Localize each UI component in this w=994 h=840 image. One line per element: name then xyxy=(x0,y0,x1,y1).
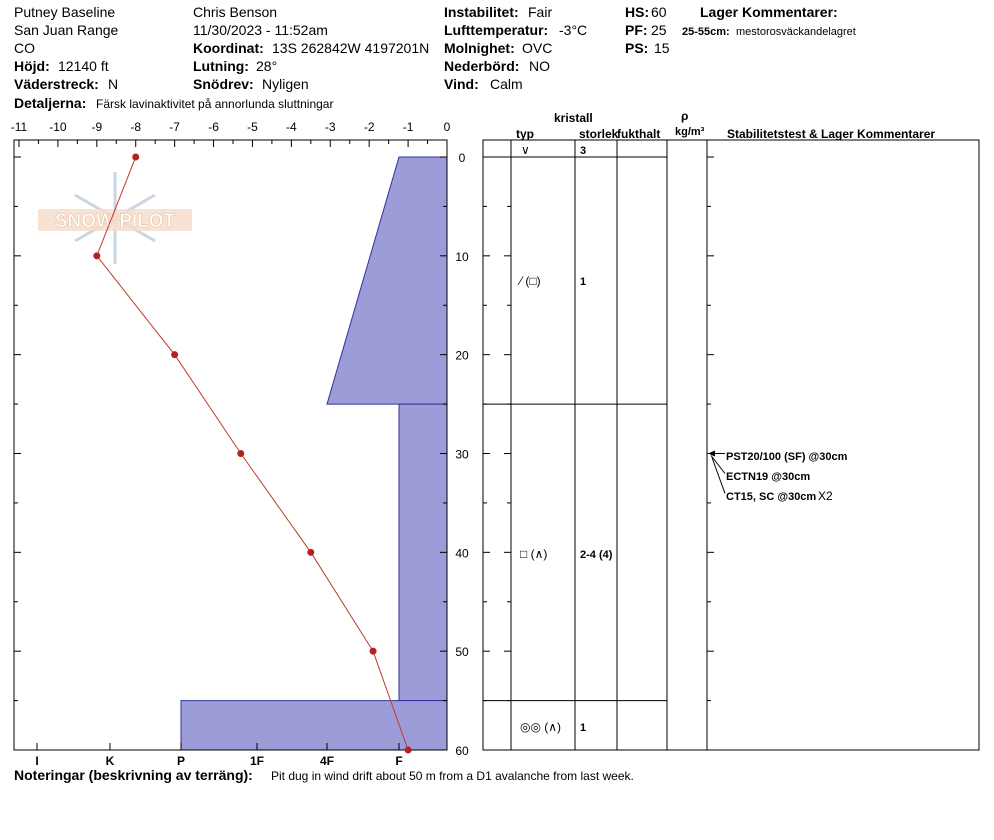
type-header: typ xyxy=(516,127,534,141)
notes-text: Pit dug in wind drift about 50 m from a D1 avalanche from last week. xyxy=(271,769,634,783)
hardness-tick-label: I xyxy=(35,754,39,768)
state-name: CO xyxy=(14,40,35,56)
hardness-tick-label: 1F xyxy=(249,754,265,768)
svg-text:SNOW PILOT: SNOW PILOT xyxy=(54,211,176,232)
ps-value: 15 xyxy=(654,40,670,56)
cloud-value: OVC xyxy=(522,40,553,56)
temp-tick-label: -9 xyxy=(91,120,103,134)
observer-name: Chris Benson xyxy=(193,4,278,20)
elevation-value: 12140 ft xyxy=(58,58,109,74)
temp-tick-label: 0 xyxy=(443,120,451,134)
crystal-header: kristall xyxy=(554,111,593,125)
hardness-tick-label: F xyxy=(395,754,403,768)
layer-comment-range: 25-55cm: xyxy=(682,26,730,38)
layer-grain-size: 2-4 (4) xyxy=(580,549,613,561)
temp-point xyxy=(370,648,377,655)
elevation-label: Höjd: xyxy=(14,58,50,74)
depth-tick-label: 20 xyxy=(455,348,469,363)
stability-test-3: CT15, SC @30cm xyxy=(726,491,817,503)
hardness-tick-label: 4F xyxy=(319,754,335,768)
temp-tick-label: -4 xyxy=(286,120,297,134)
hardness-bar-1 xyxy=(327,157,447,404)
layer-grain-type: □ (∧) xyxy=(520,547,548,561)
layer-grain-size: 1 xyxy=(580,722,587,734)
layer-grain-type: ⁄ (□) xyxy=(520,274,541,288)
stability-arrow xyxy=(711,456,725,474)
hardness-profile xyxy=(181,157,447,750)
temp-point xyxy=(307,549,314,556)
airtemp-value: -3°C xyxy=(559,22,588,38)
temp-tick-label: -3 xyxy=(324,120,336,134)
ps-label: PS: xyxy=(625,40,649,56)
depth-tick-label: 30 xyxy=(455,447,469,462)
airtemp-label: Lufttemperatur: xyxy=(444,22,549,38)
temp-tick-label: -6 xyxy=(208,120,219,134)
layer-grain-size: 1 xyxy=(580,276,587,288)
stability-test-2: ECTN19 @30cm xyxy=(726,471,811,483)
precip-label: Nederbörd: xyxy=(444,58,520,74)
stability-label: Instabilitet: xyxy=(444,4,519,20)
layer-comments-label: Lager Kommentarer: xyxy=(700,4,838,20)
aspect-label: Väderstreck: xyxy=(14,76,99,92)
cloud-label: Molnighet: xyxy=(444,40,515,56)
temp-point xyxy=(171,351,178,358)
temperature-profile xyxy=(93,154,411,754)
hs-value: 60 xyxy=(651,4,667,20)
coord-value: 13S 262842W 4197201N xyxy=(272,40,430,56)
stability-test-1: PST20/100 (SF) @30cm xyxy=(726,451,848,463)
details-label: Detaljerna: xyxy=(14,95,87,111)
layer-grain-type: ◎◎ (∧) xyxy=(520,720,562,734)
coord-label: Koordinat: xyxy=(193,40,264,56)
stability-arrow xyxy=(712,458,725,494)
hardness-bar-3 xyxy=(181,701,447,750)
hardness-tick-label: K xyxy=(105,754,115,768)
layer-comment-text: mestorosväckandelagret xyxy=(736,26,856,38)
temp-point xyxy=(237,450,244,457)
range-name: San Juan Range xyxy=(14,22,119,38)
details-value: Färsk lavinaktivitet på annorlunda sluttningar xyxy=(96,97,334,111)
depth-tick-label: 10 xyxy=(455,249,469,264)
snowdrift-label: Snödrev: xyxy=(193,76,254,92)
temp-point xyxy=(93,252,100,259)
hardness-bar-2 xyxy=(399,404,447,700)
density-unit-header: kg/m³ xyxy=(675,126,705,138)
notes-label: Noteringar (beskrivning av terräng): xyxy=(14,767,253,783)
stability-multiplier: X2 xyxy=(818,489,833,503)
temp-tick-label: -5 xyxy=(247,120,258,134)
temp-point xyxy=(132,154,139,161)
precip-value: NO xyxy=(529,58,550,74)
depth-tick-label: 0 xyxy=(458,151,466,165)
layers-table xyxy=(483,140,979,750)
aspect-value: N xyxy=(108,76,119,92)
depth-tick-label: 40 xyxy=(455,546,469,561)
pf-value: 25 xyxy=(651,22,667,38)
size-header: storlek xyxy=(579,127,619,141)
temp-tick-label: -10 xyxy=(49,120,67,134)
layer-grain-type: ∨ xyxy=(521,143,530,157)
stability-tests-header: Stabilitetstest & Lager Kommentarer xyxy=(727,127,936,141)
layer-grain-size: 3 xyxy=(580,145,587,157)
depth-tick-label: 60 xyxy=(455,744,469,758)
temp-tick-label: -7 xyxy=(169,120,180,134)
slope-label: Lutning: xyxy=(193,58,249,74)
temp-tick-label: -2 xyxy=(363,120,375,134)
depth-tick-label: 50 xyxy=(455,645,469,660)
temp-tick-label: -1 xyxy=(402,120,414,134)
temp-point xyxy=(405,747,412,754)
hardness-tick-label: P xyxy=(176,754,186,768)
temp-tick-label: -8 xyxy=(130,120,142,134)
hs-label: HS: xyxy=(625,4,650,20)
pf-label: PF: xyxy=(625,22,648,38)
rho-header: ρ xyxy=(681,109,689,123)
snowpilot-logo xyxy=(38,172,192,264)
wind-value: Calm xyxy=(490,76,523,92)
temp-line xyxy=(97,157,408,750)
moisture-header: fukthalt xyxy=(617,127,661,141)
table-border xyxy=(483,140,979,750)
slope-value: 28° xyxy=(256,58,278,74)
wind-label: Vind: xyxy=(444,76,479,92)
site-name: Putney Baseline xyxy=(14,4,116,20)
stability-value: Fair xyxy=(528,4,553,20)
obs-datetime: 11/30/2023 - 11:52am xyxy=(193,22,328,38)
temp-tick-label: -11 xyxy=(10,120,28,134)
snowdrift-value: Nyligen xyxy=(262,76,309,92)
